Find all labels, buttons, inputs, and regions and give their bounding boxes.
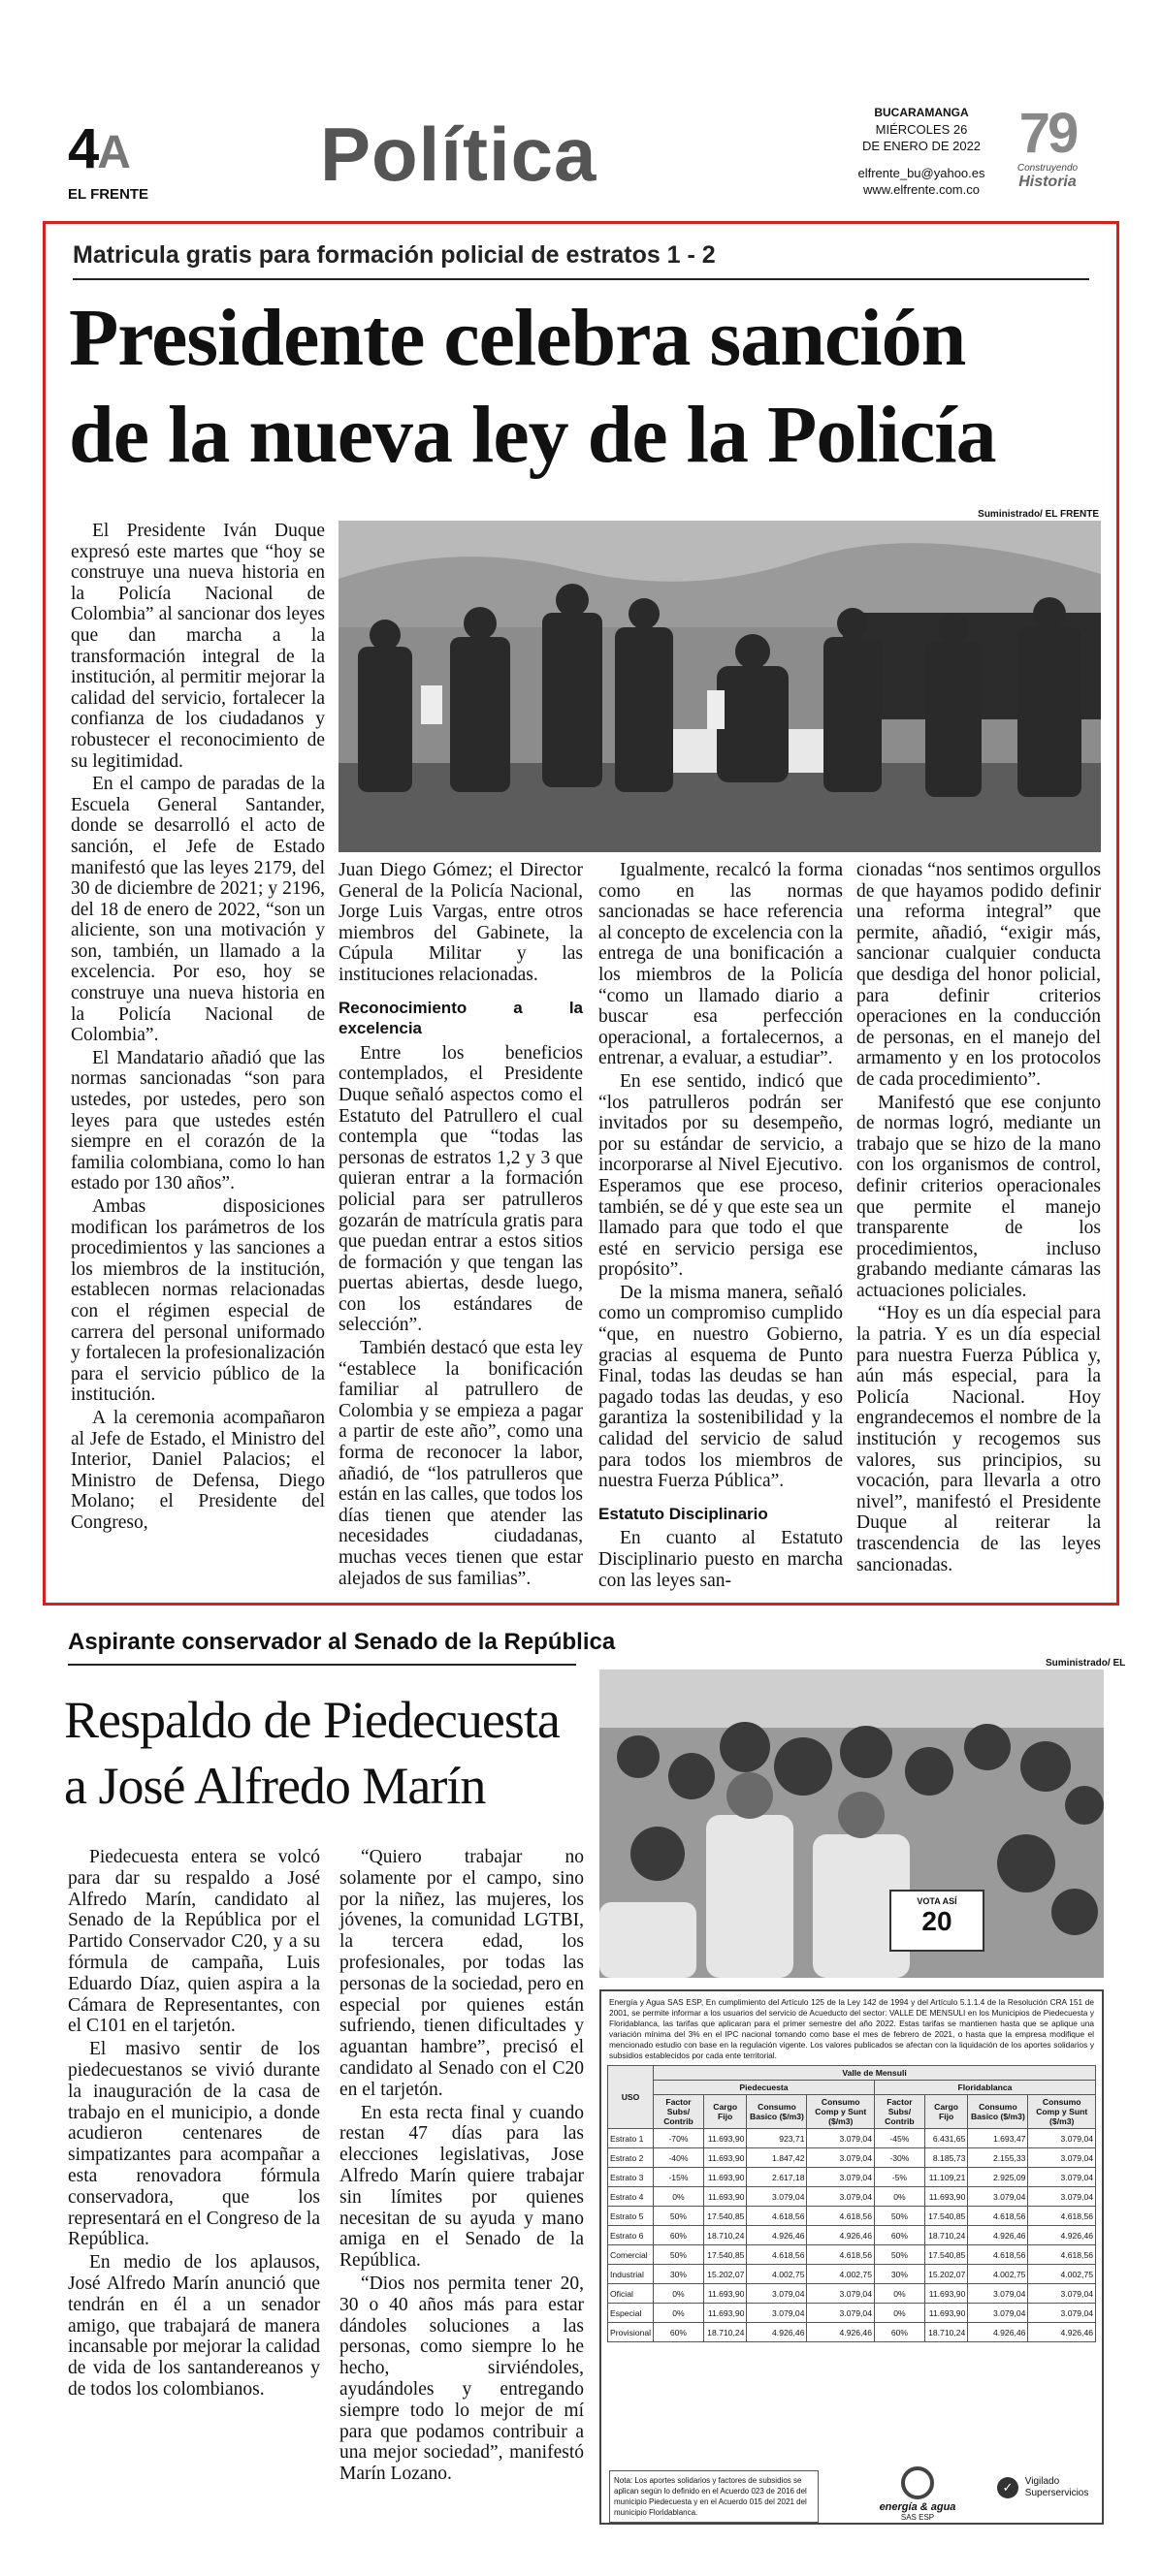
table-cell: -45%: [874, 2129, 924, 2148]
table-cell: 4.926,46: [968, 2226, 1028, 2245]
table-row: [608, 2168, 1096, 2187]
table-cell: -5%: [874, 2168, 924, 2187]
table-cell: 11.693,90: [924, 2187, 968, 2207]
article-column-1: Piedecuesta entera se volcó para dar su respaldo a José Alfredo Marín, candidato al Senado de la República por el Partido Conservador C20, y a su fórmula de campaña, Luis Eduardo Díaz, quien aspira a la Cámara de Representantes, con el C101 en el tarjetón. El masivo sentir de los piedecuestanos se vivió durante la inauguración de la casa de trabajo en el municipio, a donde acudieron centenares de simpatizantes para acompañar a esta renovadora fórmula conservadora, que los representará en el Congreso de la República. En medio de los aplausos, José Alfredo Marín anunció que tendrán en él a un senador amigo, que trabajará de manera incansable por mejorar la calidad de vida de los santandereanos y de todos los colombianos.: [68, 1847, 320, 2400]
article-kicker: Matricula gratis para formación policial de estratos 1 - 2: [73, 241, 716, 269]
table-cell: 4.618,56: [807, 2245, 875, 2265]
table-header-uso: USO: [608, 2066, 654, 2129]
table-cell-uso: Comercial: [608, 2245, 654, 2265]
table-cell: 11.693,90: [703, 2304, 747, 2323]
article-kicker: Aspirante conservador al Senado de la República: [68, 1629, 616, 1655]
table-cell: 50%: [874, 2207, 924, 2226]
article-subhead: Estatuto Disciplinario: [598, 1504, 768, 1523]
table-cell: 11.693,90: [703, 2148, 747, 2168]
featured-article: [43, 221, 1119, 1606]
table-cell: -70%: [654, 2129, 704, 2148]
table-cell: 4.002,75: [747, 2265, 807, 2284]
table-cell: 3.079,04: [807, 2304, 875, 2323]
table-row: [608, 2323, 1096, 2342]
table-cell: 15.202,07: [924, 2265, 968, 2284]
table-cell: 17.540,85: [703, 2207, 747, 2226]
table-cell: 4.926,46: [807, 2323, 875, 2342]
table-cell: 0%: [874, 2304, 924, 2323]
table-cell: 3.079,04: [807, 2168, 875, 2187]
rally-photo: [599, 1670, 1104, 1978]
table-cell: 60%: [874, 2226, 924, 2245]
table-cell: 3.079,04: [1028, 2284, 1096, 2304]
table-cell: 0%: [874, 2187, 924, 2207]
table-cell: 3.079,04: [968, 2284, 1028, 2304]
table-cell: 4.618,56: [747, 2207, 807, 2226]
table-row: [608, 2265, 1096, 2284]
table-cell: 3.079,04: [747, 2284, 807, 2304]
table-row: [608, 2304, 1096, 2323]
table-cell-uso: Estrato 5: [608, 2207, 654, 2226]
table-cell: 4.926,46: [968, 2323, 1028, 2342]
article-column-1: El Presidente Iván Duque expresó este martes que “hoy se construye una nueva historia en la Policía Nacional de Colombia” al sancionar dos leyes que dan marcha a la transformación integral de la institución, al permitir mejorar la calidad del servicio, fortalecer la confianza de los ciudadanos y robustecer el reconocimiento de su legitimidad. En el campo de paradas de la Escuela General Santander, donde se desarrolló el acto de sanción, el Jefe de Estado manifestó que las leyes 2179, del 30 de diciembre de 2021; y 2196, del 18 de enero de 2022, “son un aliciente, son una motivación y son, también, un llamado a la excelencia. Por eso, hoy se construye una nueva historia en la Policía Nacional de Colombia”. El Mandatario añadió que las normas sancionadas “son para ustedes, por ustedes, pero son leyes para que ustedes estén siempre en el corazón de la familia colombiana, como lo han estado por 130 años”. Ambas disposiciones modifican los parámetros de los procedimientos y las sanciones a los miembros de la institución, establecen normas relacionadas con el régimen especial de carrera del personal uniformado y fortalecen la profesionalización para el servicio público de la institución. A la ceremonia acompañaron al Jefe de Estado, el Ministro del Interior, Daniel Palacios; el Ministro de Defensa, Diego Molano; el Presidente del Congreso,: [71, 521, 325, 1533]
table-row: [608, 2284, 1096, 2304]
photo-credit: Suministrado/ EL FRENTE: [978, 509, 1099, 520]
dateline: BUCARAMANGA MIÉRCOLES 26 DE ENERO DE 2022 elfrente_bu@yahoo.es www.elfrente.com.co: [844, 105, 999, 198]
table-cell: 2.925,09: [968, 2168, 1028, 2187]
table-cell: 3.079,04: [1028, 2168, 1096, 2187]
table-cell: 4.926,46: [747, 2323, 807, 2342]
table-cell: 11.693,90: [703, 2129, 747, 2148]
table-header-region: Valle de Mensuli: [654, 2066, 1096, 2081]
table-cell: 60%: [654, 2323, 704, 2342]
table-cell: 8.185,73: [924, 2148, 968, 2168]
table-cell-uso: Estrato 1: [608, 2129, 654, 2148]
ad-intro-text: Energía y Agua SAS ESP, En cumplimiento del Artículo 125 de la Ley 142 de 1994 y del Artículo 5.1.1.4 de la Resolución CRA 151 de 2001, se permite informar a los usuarios del servicio de Acueducto del sector: VALLE DE MENSULI en los Municipios de Piedecuesta y Floridablanca, las tarifas que aplicaran para el primer semestre del año 2022. Estas tarifas se mantienen hasta que se aplique una variación mínima del 3% en el IPC nacional tomando como base el mes de febrero de 2021, o hasta que la empresa modifique el mencionado estudio con base en la regulación vigente. Los valores publicados se afectan con la liquidación de los aportes solidarios y subsidios establecidos por cada ente territorial.: [609, 1997, 1094, 2060]
tariff-table-body: [608, 2129, 1096, 2342]
table-cell: 50%: [874, 2245, 924, 2265]
table-cell: 0%: [654, 2304, 704, 2323]
article-headline: Presidente celebra sanción de la nueva ley de la Policía: [69, 293, 996, 480]
vote-sign: VOTA ASÍ 20: [917, 1896, 957, 1936]
article-column-3: Igualmente, recalcó la forma como en las normas sancionadas se hace referencia al concepto de excelencia con la entrega de una bonificación a los miembros de la Policía “como un llamado diario a buscar esa perfección operacional, a fortalecernos, a entrenar, a evaluar, a estudiar”. En ese sentido, indicó que “los patrulleros podrán ser invitados por su desempeño, por su estándar de servicio, a incorporarse al Nivel Ejecutivo. Esperamos que ese proceso, también, se dé y que este sea un llamado para que todo el que esté en servicio persiga ese propósito”. De la misma manera, señaló como un compromiso cumplido “que, en nuestro Gobierno, gracias al esquema de Punto Final, todas las deudas se han pagado todas las deudas, y eso garantiza la sostenibilidad y la calidad del servicio de salud para todos los miembros de nuestra Fuerza Pública”. Estatuto Disciplinario En cuanto al Estatuto Disciplinario puesto en marcha con las leyes san-: [598, 860, 843, 1591]
table-cell: 18.710,24: [703, 2323, 747, 2342]
article-subhead: Reconocimiento a la excelencia: [339, 998, 583, 1038]
anniversary-logo: 79 Construyendo Historia: [1016, 102, 1079, 190]
table-cell: 2.155,33: [968, 2148, 1028, 2168]
section-title: Política: [320, 111, 597, 197]
table-cell: 11.109,21: [924, 2168, 968, 2187]
table-cell: -30%: [874, 2148, 924, 2168]
divider: [73, 278, 1089, 280]
table-cell: 4.618,56: [968, 2207, 1028, 2226]
table-cell: 17.540,85: [703, 2245, 747, 2265]
tariff-advertisement: [599, 1989, 1104, 2525]
table-cell: 3.079,04: [807, 2187, 875, 2207]
table-cell-uso: Estrato 4: [608, 2187, 654, 2207]
ad-note: Nota: Los aportes solidarios y factores de subsidios se aplican según lo definido en el Acuerdo 023 de 2016 del municipio Piedecuesta y en el Acuerdo 015 del 2021 del municipio Floridablanca.: [609, 2470, 819, 2523]
table-cell: 15.202,07: [703, 2265, 747, 2284]
table-header-muni-2: Floridablanca: [874, 2081, 1095, 2095]
checkmark-icon: ✓: [997, 2477, 1018, 2498]
table-cell: 4.618,56: [807, 2207, 875, 2226]
article-column-2: Juan Diego Gómez; el Director General de la Policía Nacional, Jorge Luis Vargas, entre otros miembros del Gabinete, la Cúpula Militar y las instituciones relacionadas. Reconocimiento a la excelencia Entre los beneficios contemplados, el Presidente Duque señaló aspectos como el Estatuto del Patrullero el cual contempla que “todas las personas de estratos 1,2 y 3 que quieran entrar a la formación policial para ser patrulleros gozarán de matrícula gratis para que puedan entrar a estos sitios de formación y que tengan las puertas abiertas, desde luego, con los estándares de selección”. También destacó que esta ley “establece la bonificación familiar al patrullero de Colombia y se empieza a pagar a partir de este año”, como una forma de reconocer la labor, añadió, de “los patrulleros que están en las calles, que todos los días tienen que atender las necesidades ciudadanas, muchas veces tienen que estar alejados de sus familias”.: [339, 860, 583, 1589]
table-cell: 17.540,85: [924, 2207, 968, 2226]
website-link[interactable]: www.elfrente.com.co: [863, 182, 980, 197]
table-header-muni-1: Piedecuesta: [654, 2081, 875, 2095]
table-cell: 18.710,24: [703, 2226, 747, 2245]
table-cell-uso: Estrato 3: [608, 2168, 654, 2187]
table-cell: 17.540,85: [924, 2245, 968, 2265]
table-cell: 3.079,04: [747, 2304, 807, 2323]
ad-footer: [609, 2465, 1098, 2522]
table-cell: 11.693,90: [703, 2168, 747, 2187]
contact-email[interactable]: elfrente_bu@yahoo.es: [857, 166, 985, 180]
table-cell: 4.002,75: [968, 2265, 1028, 2284]
table-cell: 4.926,46: [1028, 2226, 1096, 2245]
table-cell: 3.079,04: [807, 2129, 875, 2148]
table-cell: 3.079,04: [807, 2284, 875, 2304]
table-cell: 11.693,90: [924, 2284, 968, 2304]
energia-agua-logo-icon: [901, 2466, 934, 2499]
ceremony-photo: [339, 521, 1101, 852]
table-cell-uso: Especial: [608, 2304, 654, 2323]
table-row: [608, 2129, 1096, 2148]
table-row: [608, 2226, 1096, 2245]
table-cell-uso: Estrato 2: [608, 2148, 654, 2168]
table-cell: 11.693,90: [924, 2304, 968, 2323]
table-cell: 60%: [654, 2226, 704, 2245]
table-cell-uso: Provisional: [608, 2323, 654, 2342]
table-cell: 1.693,47: [968, 2129, 1028, 2148]
table-cell: 18.710,24: [924, 2226, 968, 2245]
table-cell: 923,71: [747, 2129, 807, 2148]
divider: [68, 1664, 576, 1666]
table-cell: 3.079,04: [1028, 2129, 1096, 2148]
table-cell: 30%: [654, 2265, 704, 2284]
table-cell-uso: Oficial: [608, 2284, 654, 2304]
ceremony-photo-illustration: [339, 521, 1101, 852]
table-cell: 0%: [654, 2284, 704, 2304]
table-cell-uso: Industrial: [608, 2265, 654, 2284]
table-cell: 4.926,46: [807, 2226, 875, 2245]
table-cell: 4.002,75: [1028, 2265, 1096, 2284]
table-cell: 3.079,04: [968, 2304, 1028, 2323]
tariff-table: USO Valle de Mensuli Piedecuesta Floridablanca Factor Subs/ Contrib Cargo Fijo Consumo Basico ($/m3) Consumo Comp y Sunt ($/m3) Factor Subs/ Contrib Cargo Fijo Consumo Basico ($/m3) Consumo Comp y Sunt ($/m3) Estrato 1 -70% 11.693,90 923,71 3.079,04 -45% 6.431,65 1.693,47 3.079,04 Estrato 2 -40% 11.693,90 1.847,42 3.079,04 -30% 8.185,73 2.155,33 3.079,04 Estrato 3 -15% 11.693,90 2.617,18 3.079,04 -5% 11.109,21 2.925,09 3.079,04 Estrato 4 0% 11.693,90 3.079,04 3.079,04 0% 11.693,90 3.079,04 3.079,04 Estrato 5 50% 17.540,85 4.618,56 4.618,56 50% 17.540,85 4.618,56 4.618,56 Estrato 6 60% 18.710,24 4.926,46 4.926,46 60% 18.710,24 4.926,46 4.926,46 Comercial 50% 17.540,85 4.618,56 4.618,56 50% 17.540,85 4.618,56 4.618,56 Industrial 30% 15.202,07 4.002,75 4.002,75 30% 15.202,07 4.002,75 4.002,75 Oficial 0% 11.693,90 3.079,04 3.079,04 0% 11.693,90 3.079,04 3.079,04 Especial 0% 11.693,90 3.079,04 3.079,04 0% 11.693,90 3.079,04 3.079,04 Provisional 60% 18.710,24 4.926,46 4.926,46 60% 18.710,24 4.926,46 4.926,46: [607, 2065, 1096, 2342]
table-cell: 4.618,56: [968, 2245, 1028, 2265]
table-cell: 4.618,56: [747, 2245, 807, 2265]
table-cell: 18.710,24: [924, 2323, 968, 2342]
table-cell: 3.079,04: [1028, 2148, 1096, 2168]
brand-logo: energía & agua SAS ESP: [869, 2466, 966, 2522]
table-row: [608, 2187, 1096, 2207]
table-cell: 0%: [654, 2187, 704, 2207]
table-cell: 50%: [654, 2245, 704, 2265]
table-cell: 2.617,18: [747, 2168, 807, 2187]
table-row: [608, 2245, 1096, 2265]
table-cell: -15%: [654, 2168, 704, 2187]
table-row: [608, 2207, 1096, 2226]
vigilado-badge: ✓ Vigilado Superservicios: [997, 2476, 1088, 2499]
article-headline: Respaldo de Piedecuesta a José Alfredo Marín: [64, 1691, 560, 1815]
table-cell: 4.618,56: [1028, 2207, 1096, 2226]
table-cell: 30%: [874, 2265, 924, 2284]
table-cell: 4.002,75: [807, 2265, 875, 2284]
table-cell: 3.079,04: [747, 2187, 807, 2207]
masthead: [58, 97, 1106, 213]
table-cell: 0%: [874, 2284, 924, 2304]
table-cell: 3.079,04: [1028, 2304, 1096, 2323]
article-column-2: “Quiero trabajar no solamente por el campo, sino por la niñez, las mujeres, los jóvenes, la comunidad LGTBI, la tercera edad, los profesionales, por todas las personas de la sociedad, pero en especial por quienes están sufriendo, tienen dificultades y aguantan hambre”, precisó el candidato al Senado con el C20 en el tarjetón. En esta recta final y cuando restan 47 días para las elecciones legislativas, Jose Alfredo Marín quiere trabajar sin límites por quienes necesitan de su ayuda y mano amiga en el Senado de la República. “Dios nos permita tener 20, 30 o 40 años más para estar dándoles soluciones a las personas, como siempre lo he hecho, sirviéndoles, ayudándoles y entregando siempre todo lo mejor de mí para que podamos contribuir a una mejor sociedad”, manifestó Marín Lozano.: [339, 1847, 584, 2485]
article-column-4: cionadas “nos sentimos orgullos de que hayamos podido definir una reforma integral” que permite, añadió, “exigir más, sancionar cualquier conducta que desdiga del honor policial, para definir criterios operaciones en la conducción de personas, en el manejo del armamento y en los protocolos de cada procedimiento”. Manifestó que ese conjunto de normas logró, mediante un trabajo que se hizo de la mano con los organismos de control, definir criterios operacionales que permite el manejo transparente de los procedimientos, incluso grabando mediante cámaras las actuaciones policiales. “Hoy es un día especial para la patria. Y es un día especial para nuestra Fuerza Pública y, aún más especial, para la Policía Nacional. Hoy engrandecemos el nombre de la institución y recogemos sus valores, sus principios, su vocación, para llevarla a otro nivel”, manifestó el Presidente Duque al reiterar la trascendencia de las leyes sancionadas.: [856, 860, 1101, 1575]
table-cell: 4.618,56: [1028, 2245, 1096, 2265]
table-cell: 3.079,04: [968, 2187, 1028, 2207]
table-cell: 60%: [874, 2323, 924, 2342]
table-cell: 3.079,04: [1028, 2187, 1096, 2207]
photo-credit: Suministrado/ EL: [1046, 1658, 1126, 1669]
paper-name: EL FRENTE: [68, 186, 149, 203]
table-row: [608, 2148, 1096, 2168]
rally-photo-illustration: [599, 1670, 1104, 1978]
table-cell: 50%: [654, 2207, 704, 2226]
table-cell: 6.431,65: [924, 2129, 968, 2148]
table-cell: 11.693,90: [703, 2284, 747, 2304]
table-cell: 3.079,04: [807, 2148, 875, 2168]
page-number: 4A: [68, 117, 129, 180]
table-cell: -40%: [654, 2148, 704, 2168]
table-cell: 11.693,90: [703, 2187, 747, 2207]
table-cell: 1.847,42: [747, 2148, 807, 2168]
table-cell: 4.926,46: [747, 2226, 807, 2245]
table-cell-uso: Estrato 6: [608, 2226, 654, 2245]
table-cell: 4.926,46: [1028, 2323, 1096, 2342]
